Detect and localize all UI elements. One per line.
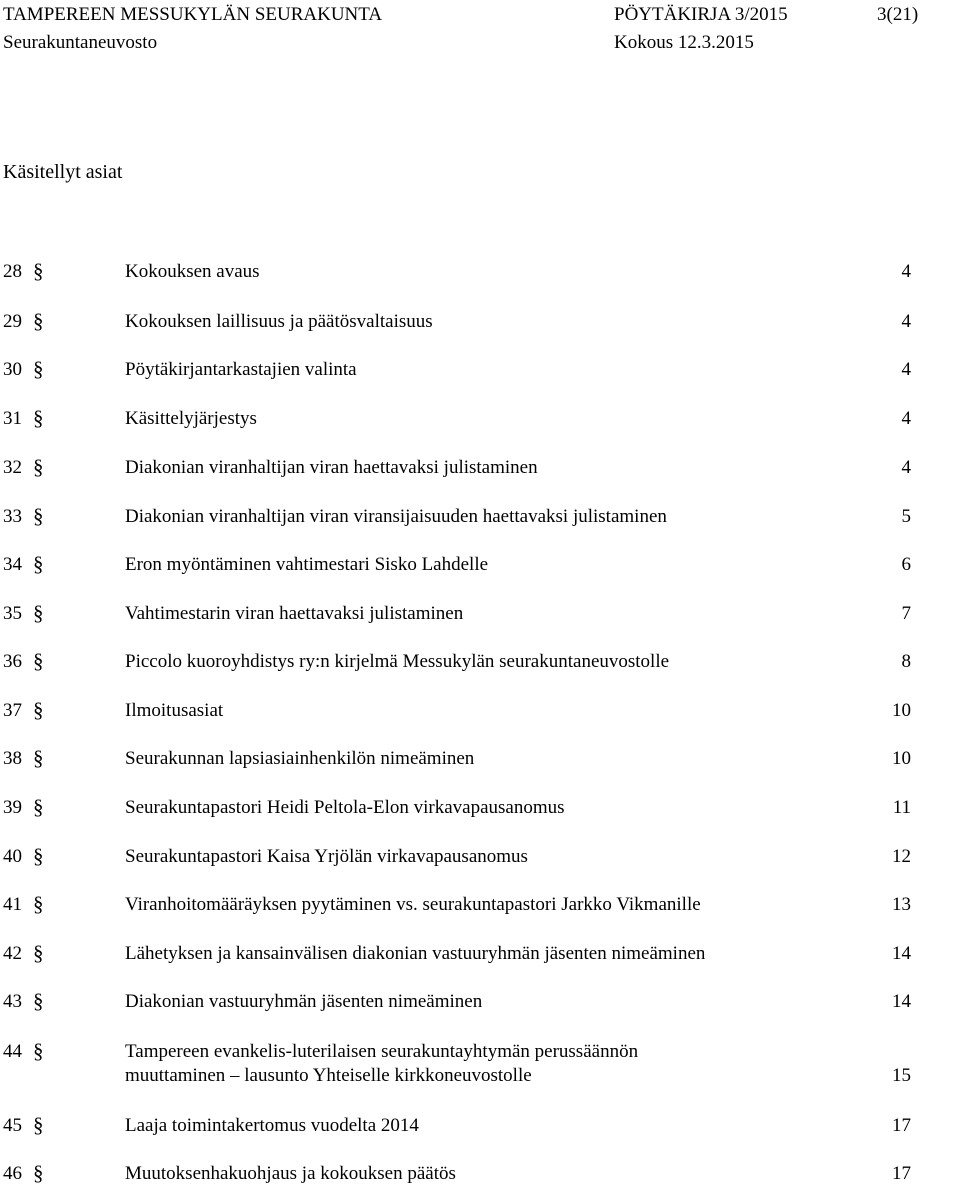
agenda-item-number: 42: [3, 943, 22, 964]
agenda-item-number: 28: [3, 261, 22, 282]
section-title: Käsitellyt asiat: [3, 161, 123, 183]
section-sign-icon: §: [33, 1161, 44, 1185]
agenda-item: [0, 553, 960, 583]
agenda-item-title-line: Vahtimestarin viran haettavaksi julistaminen: [125, 603, 464, 624]
agenda-item-title-line: Eron myöntäminen vahtimestari Sisko Lahdelle: [125, 554, 489, 575]
section-sign-icon: §: [33, 259, 44, 283]
section-sign-icon: §: [33, 552, 44, 576]
agenda-item-number: 36: [3, 651, 22, 672]
agenda-item-number: 30: [3, 359, 22, 380]
section-sign-icon: §: [33, 455, 44, 479]
agenda-item-title-line: Pöytäkirjantarkastajien valinta: [125, 359, 357, 380]
agenda-item-number: 33: [3, 506, 22, 527]
agenda-item: [0, 699, 960, 729]
agenda-item-number: 44: [3, 1041, 22, 1062]
agenda-item: [0, 650, 960, 680]
agenda-item-page: 10: [892, 748, 911, 769]
agenda-item-title-line: Piccolo kuoroyhdistys ry:n kirjelmä Messukylän seurakuntaneuvostolle: [125, 651, 670, 672]
agenda-item-title-line: Diakonian viranhaltijan viran viransijaisuuden haettavaksi julistaminen: [125, 506, 667, 527]
agenda-item: [0, 893, 960, 923]
agenda-item-page: 11: [892, 797, 911, 818]
agenda-item: [0, 845, 960, 875]
section-sign-icon: §: [33, 989, 44, 1013]
agenda-item-number: 43: [3, 991, 22, 1012]
agenda-item: [0, 456, 960, 486]
agenda-item-title: [125, 990, 855, 1014]
agenda-item-page: 12: [892, 846, 911, 867]
agenda-item-page: 4: [901, 408, 911, 429]
agenda-item-page: 10: [892, 700, 911, 721]
agenda-item-title-line: Kokouksen avaus: [125, 261, 260, 282]
agenda-item-title: [125, 1114, 855, 1138]
section-sign-icon: §: [33, 406, 44, 430]
agenda-item-title: [125, 845, 855, 869]
agenda-item-page: 17: [892, 1163, 911, 1184]
agenda-item: [0, 747, 960, 777]
agenda-item-page: 15: [892, 1065, 911, 1086]
agenda-item-title-line: Ilmoitusasiat: [125, 700, 224, 721]
agenda-item-page: 13: [892, 894, 911, 915]
agenda-item: [0, 1039, 960, 1086]
agenda-item-number: 37: [3, 700, 22, 721]
agenda-item-page: 7: [901, 603, 911, 624]
section-sign-icon: §: [33, 309, 44, 333]
agenda-item: [0, 942, 960, 972]
section-sign-icon: §: [33, 746, 44, 770]
agenda-item: [0, 310, 960, 340]
agenda-item: [0, 358, 960, 388]
agenda-item: [0, 407, 960, 437]
section-sign-icon: §: [33, 941, 44, 965]
agenda-item-page: 4: [901, 457, 911, 478]
agenda-item-page: 14: [892, 943, 911, 964]
agenda-item-title-line: Muutoksenhakuohjaus ja kokouksen päätös: [125, 1163, 456, 1184]
agenda-item-title: [125, 407, 855, 431]
agenda-item-title: [125, 747, 855, 771]
agenda-item-page: 4: [901, 311, 911, 332]
agenda-item-number: 41: [3, 894, 22, 915]
agenda-item-title-line: Tampereen evankelis-luterilaisen seurakuntayhtymän perussäännön: [125, 1041, 639, 1062]
agenda-item-number: 40: [3, 846, 22, 867]
agenda-item-number: 34: [3, 554, 22, 575]
agenda-item-title: [125, 456, 855, 480]
section-sign-icon: §: [33, 649, 44, 673]
section-sign-icon: §: [33, 698, 44, 722]
agenda-item-title-line: muuttaminen – lausunto Yhteiselle kirkkoneuvostolle: [125, 1065, 532, 1086]
header-body-name: Seurakuntaneuvosto: [3, 32, 158, 53]
agenda-item-page: 5: [901, 506, 911, 527]
agenda-item-number: 38: [3, 748, 22, 769]
agenda-item-title: [125, 505, 855, 529]
agenda-item-title-line: Seurakuntapastori Heidi Peltola-Elon virkavapausanomus: [125, 797, 565, 818]
agenda-item-number: 45: [3, 1115, 22, 1136]
section-sign-icon: §: [33, 357, 44, 381]
agenda-item-number: 39: [3, 797, 22, 818]
agenda-item: [0, 260, 960, 290]
agenda-item-title: [125, 699, 855, 723]
agenda-item-title-line: Lähetyksen ja kansainvälisen diakonian vastuuryhmän jäsenten nimeäminen: [125, 943, 706, 964]
header-organization: TAMPEREEN MESSUKYLÄN SEURAKUNTA: [3, 4, 383, 25]
agenda-item: [0, 990, 960, 1020]
agenda-item-title: [125, 310, 855, 334]
agenda-item-title: [125, 1162, 855, 1186]
agenda-item-title: [125, 602, 855, 626]
agenda-item-page: 17: [892, 1115, 911, 1136]
agenda-item: [0, 505, 960, 535]
agenda-item: [0, 1114, 960, 1144]
agenda-item-title: [125, 553, 855, 577]
agenda-item: [0, 796, 960, 826]
agenda-item-number: 32: [3, 457, 22, 478]
agenda-item-title-line: Diakonian vastuuryhmän jäsenten nimeäminen: [125, 991, 483, 1012]
agenda-item-title: [125, 893, 855, 917]
section-sign-icon: §: [33, 504, 44, 528]
agenda-item-title: [125, 650, 855, 674]
agenda-item-title-line: Laaja toimintakertomus vuodelta 2014: [125, 1115, 419, 1136]
agenda-item-page: 4: [901, 261, 911, 282]
section-sign-icon: §: [33, 1113, 44, 1137]
agenda-item-title: [125, 358, 855, 382]
agenda-item-title: [125, 796, 855, 820]
agenda-item-number: 31: [3, 408, 22, 429]
header-document-title: PÖYTÄKIRJA 3/2015: [614, 4, 788, 25]
agenda-item-title-line: Diakonian viranhaltijan viran haettavaksi julistaminen: [125, 457, 538, 478]
agenda-item-title: [125, 1040, 855, 1088]
section-sign-icon: §: [33, 601, 44, 625]
section-sign-icon: §: [33, 892, 44, 916]
section-sign-icon: §: [33, 844, 44, 868]
agenda-item-number: 46: [3, 1163, 22, 1184]
agenda-item-number: 29: [3, 311, 22, 332]
agenda-item-title-line: Seurakuntapastori Kaisa Yrjölän virkavapausanomus: [125, 846, 528, 867]
agenda-item-title: [125, 942, 855, 966]
agenda-item: [0, 602, 960, 632]
agenda-item-page: 8: [901, 651, 911, 672]
agenda-item-title-line: Käsittelyjärjestys: [125, 408, 257, 429]
section-sign-icon: §: [33, 1039, 44, 1063]
agenda-item-title-line: Kokouksen laillisuus ja päätösvaltaisuus: [125, 311, 433, 332]
agenda-item-title-line: Viranhoitomääräyksen pyytäminen vs. seurakuntapastori Jarkko Vikmanille: [125, 894, 701, 915]
agenda-item-page: 6: [901, 554, 911, 575]
header-page-indicator: 3(21): [877, 4, 919, 25]
agenda-item-page: 4: [901, 359, 911, 380]
agenda-item-number: 35: [3, 603, 22, 624]
agenda-item-title: [125, 260, 855, 284]
agenda-item-title-line: Seurakunnan lapsiasiainhenkilön nimeäminen: [125, 748, 475, 769]
header-meeting-date: Kokous 12.3.2015: [614, 32, 754, 53]
section-sign-icon: §: [33, 795, 44, 819]
agenda-item-page: 14: [892, 991, 911, 1012]
